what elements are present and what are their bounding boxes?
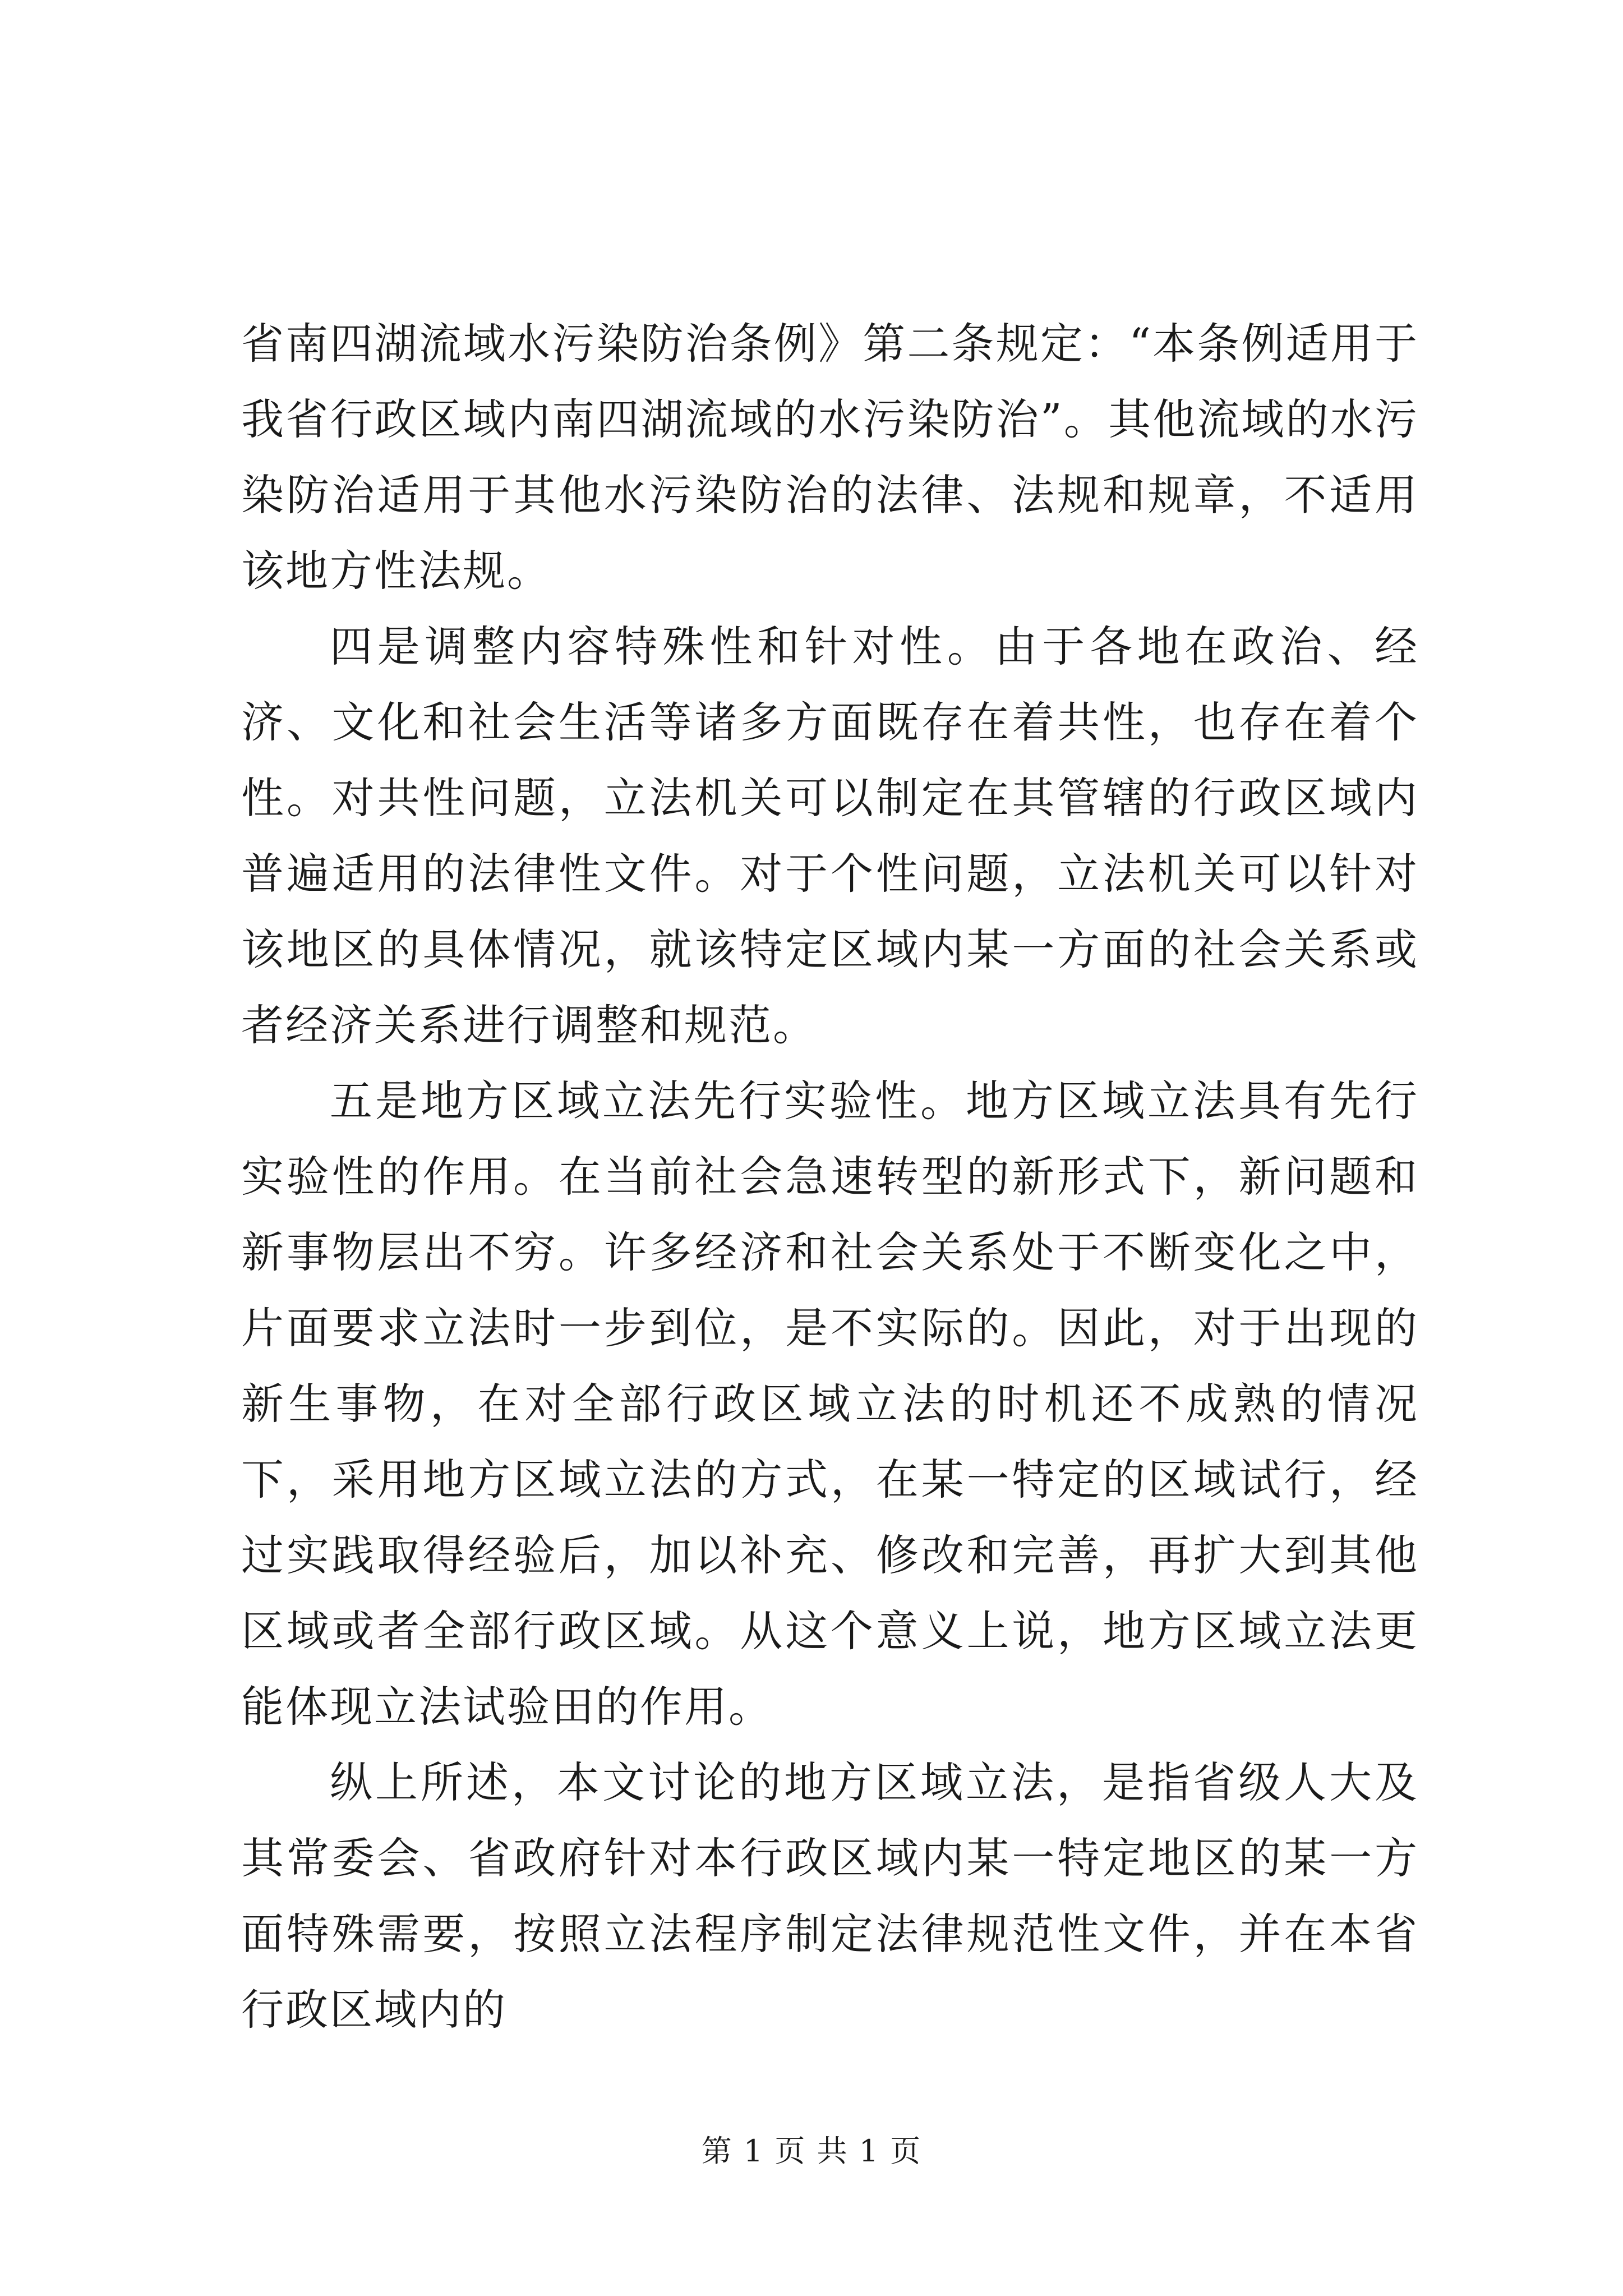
page-footer: 第 1 页 共 1 页 — [701, 2133, 922, 2169]
document-body — [241, 306, 1419, 2047]
paragraph-continuation: 省南四湖流域水污染防治条例》第二条规定：“本条例适用于我省行政区域内南四湖流域的水污染防治”。其他流域的水污染防治适用于其他水污染防治的法律、法规和规章，不适用该地方性法规。 — [241, 319, 1419, 596]
paragraph-point-five: 五是地方区域立法先行实验性。地方区域立法具有先行实验性的作用。在当前社会急速转型的新形式下，新问题和新事物层出不穷。许多经济和社会关系处于不断变化之中，片面要求立法时一步到位，是不实际的。因此，对于出现的新生事物，在对全部行政区域立法的时机还不成熟的情况下，采用地方区域立法的方式，在某一特定的区域试行，经过实践取得经验后，加以补充、修改和完善，再扩大到其他区域或者全部行政区域。从这个意义上说，地方区域立法更能体现立法试验田的作用。 — [241, 1076, 1419, 1732]
paragraph-point-four: 四是调整内容特殊性和针对性。由于各地在政治、经济、文化和社会生活等诸多方面既存在着共性，也存在着个性。对共性问题，立法机关可以制定在其管辖的行政区域内普遍适用的法律性文件。对于个性问题，立法机关可以针对该地区的具体情况，就该特定区域内某一方面的社会关系或者经济关系进行调整和规范。 — [241, 622, 1419, 1050]
paragraph-summary: 纵上所述，本文讨论的地方区域立法，是指省级人大及其常委会、省政府针对本行政区域内某一特定地区的某一方面特殊需要，按照立法程序制定法律规范性文件，并在本省行政区域内的 — [241, 1757, 1419, 2035]
